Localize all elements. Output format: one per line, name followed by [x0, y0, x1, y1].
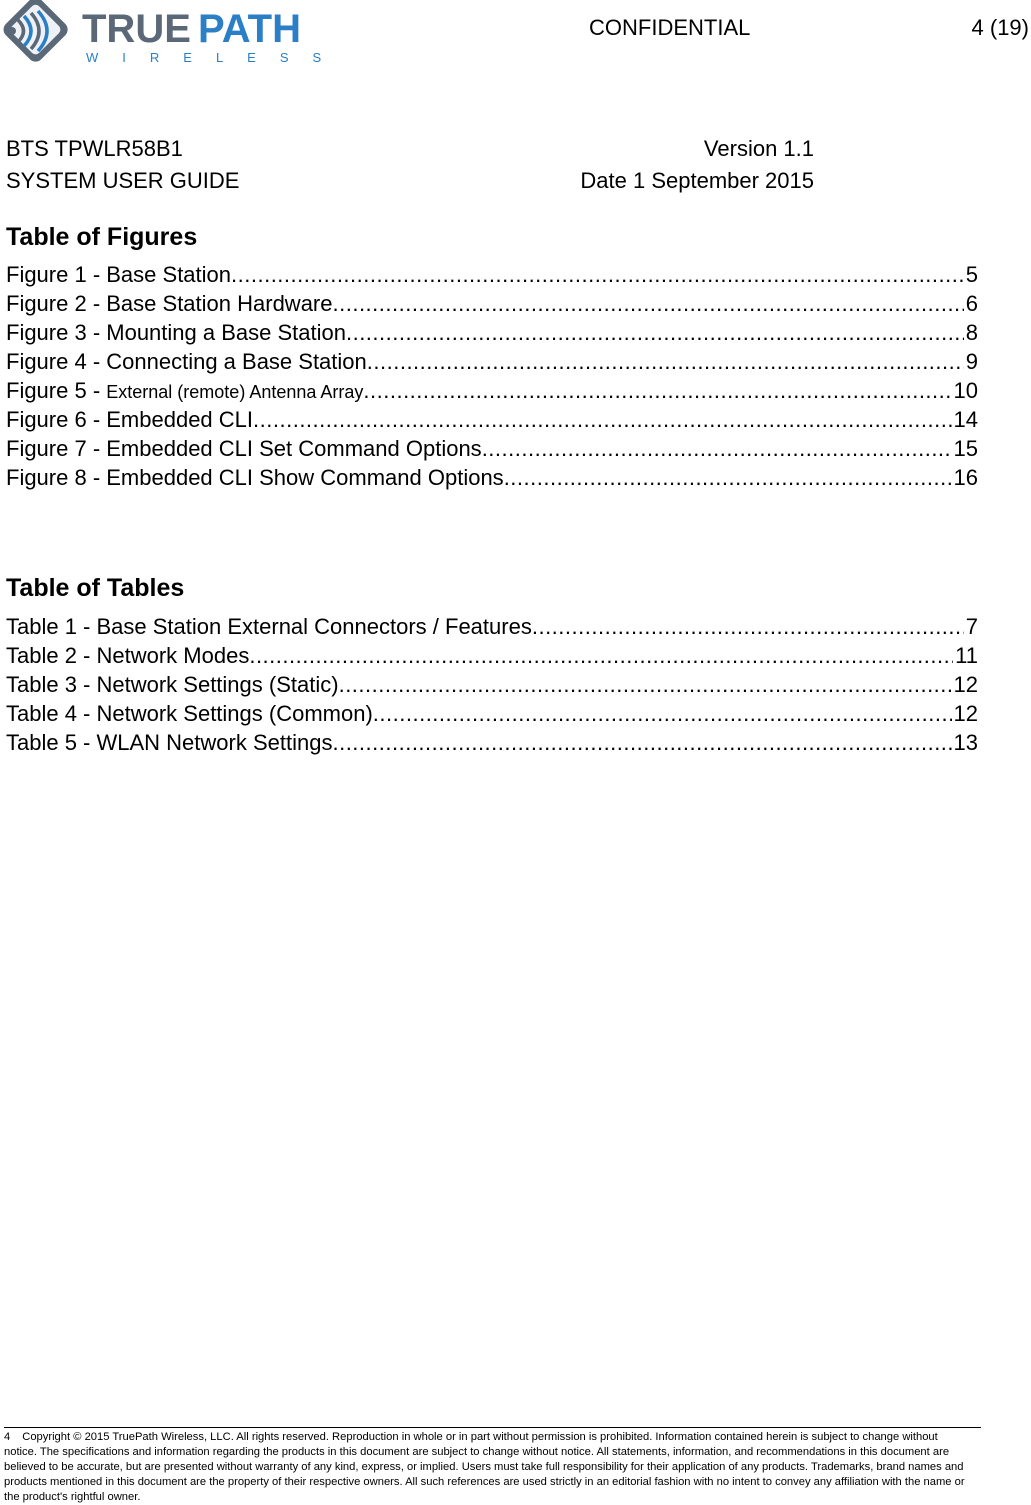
- toc-entry-label: Figure 5 - External (remote) Antenna Array: [6, 378, 364, 403]
- toc-entry-label: Figure 6 - Embedded CLI: [6, 407, 254, 432]
- logo-path: PATH: [198, 7, 301, 51]
- table-of-figures-list: [6, 262, 978, 494]
- confidential-label: CONFIDENTIAL: [589, 15, 751, 40]
- table-of-tables-heading: Table of Tables: [6, 574, 185, 602]
- toc-entry-label: Figure 7 - Embedded CLI Set Command Options: [6, 436, 482, 461]
- document-meta-left: [6, 133, 239, 197]
- logo-true: TRUE: [82, 7, 191, 51]
- toc-entry-label: Table 3 - Network Settings (Static): [6, 672, 339, 697]
- toc-entry[interactable]: [6, 436, 978, 465]
- toc-entry[interactable]: [6, 672, 978, 701]
- table-of-figures-heading: Table of Figures: [6, 223, 198, 251]
- toc-entry-page: 16: [953, 465, 978, 490]
- toc-entry-label: Figure 8 - Embedded CLI Show Command Options: [6, 465, 504, 490]
- toc-entry-label: Table 4 - Network Settings (Common): [6, 701, 373, 726]
- toc-entry-label: Table 1 - Base Station External Connectors / Features: [6, 614, 532, 639]
- toc-entry-label: Table 5 - WLAN Network Settings: [6, 730, 333, 755]
- logo-wireless: WIRELESS: [86, 50, 346, 65]
- footer-copyright: [4, 1430, 969, 1505]
- toc-entry-page: 12: [953, 701, 978, 726]
- toc-entry-label: Figure 4 - Connecting a Base Station: [6, 349, 367, 374]
- toc-entry[interactable]: [6, 643, 978, 672]
- toc-entry[interactable]: [6, 320, 978, 349]
- toc-entry-page: 15: [953, 436, 978, 461]
- toc-entry-page: 14: [953, 407, 978, 432]
- footer-page-number: 4: [4, 1431, 11, 1443]
- toc-entry[interactable]: [6, 730, 978, 759]
- toc-entry-label: Figure 2 - Base Station Hardware: [6, 291, 333, 316]
- toc-entry-page: 5: [965, 262, 978, 287]
- product-name: BTS TPWLR58B1: [6, 136, 183, 161]
- toc-entry-page: 10: [953, 378, 978, 403]
- table-of-tables-list: [6, 614, 978, 759]
- toc-entry[interactable]: [6, 349, 978, 378]
- toc-entry-page: 13: [953, 730, 978, 755]
- toc-entry-page: 11: [955, 643, 978, 668]
- truepath-logo: [2, 0, 358, 74]
- toc-entry-label: Figure 3 - Mounting a Base Station: [6, 320, 346, 345]
- toc-entry[interactable]: [6, 465, 978, 494]
- toc-entry-page: 7: [965, 614, 978, 639]
- document-meta-right: [540, 133, 814, 197]
- toc-entry-page: 12: [953, 672, 978, 697]
- toc-entry-page: 9: [965, 349, 978, 374]
- toc-entry[interactable]: [6, 291, 978, 320]
- toc-entry[interactable]: [6, 701, 978, 730]
- footer-divider: [4, 1427, 981, 1428]
- toc-entry[interactable]: [6, 614, 978, 643]
- truepath-logo-graphic: [2, 0, 358, 74]
- toc-entry[interactable]: [6, 407, 978, 436]
- document-type: SYSTEM USER GUIDE: [6, 168, 240, 193]
- toc-entry[interactable]: [6, 378, 978, 407]
- toc-entry-label: Figure 1 - Base Station: [6, 262, 232, 287]
- toc-entry-page: 6: [965, 291, 978, 316]
- toc-entry[interactable]: [6, 262, 978, 291]
- document-version: Version 1.1: [703, 136, 814, 161]
- document-date: Date 1 September 2015: [580, 168, 814, 193]
- footer-text: Copyright © 2015 TruePath Wireless, LLC. All rights reserved. Reproduction in whole or in part without permission is prohibited. Information contained herein is subject to change without notice. The specifications and information regarding the products in this document are subject to change without notice. All statements, information, and recommendations in this document are believed to be accurate, but are presented without warranty of any kind, express, or implied. Users must take full responsibility for their application of any products. Trademarks, brand names and products mentioned in this document are the property of their respective owners. All such references are used strictly in an editorial fashion with no intent to convey any affiliation with the name or the product's rightful owner.: [4, 1431, 965, 1503]
- toc-entry-label: Table 2 - Network Modes: [6, 643, 250, 668]
- page-marker: 4 (19): [971, 15, 1029, 40]
- toc-entry-page: 8: [965, 320, 978, 345]
- logo-emblem-icon: [2, 0, 71, 65]
